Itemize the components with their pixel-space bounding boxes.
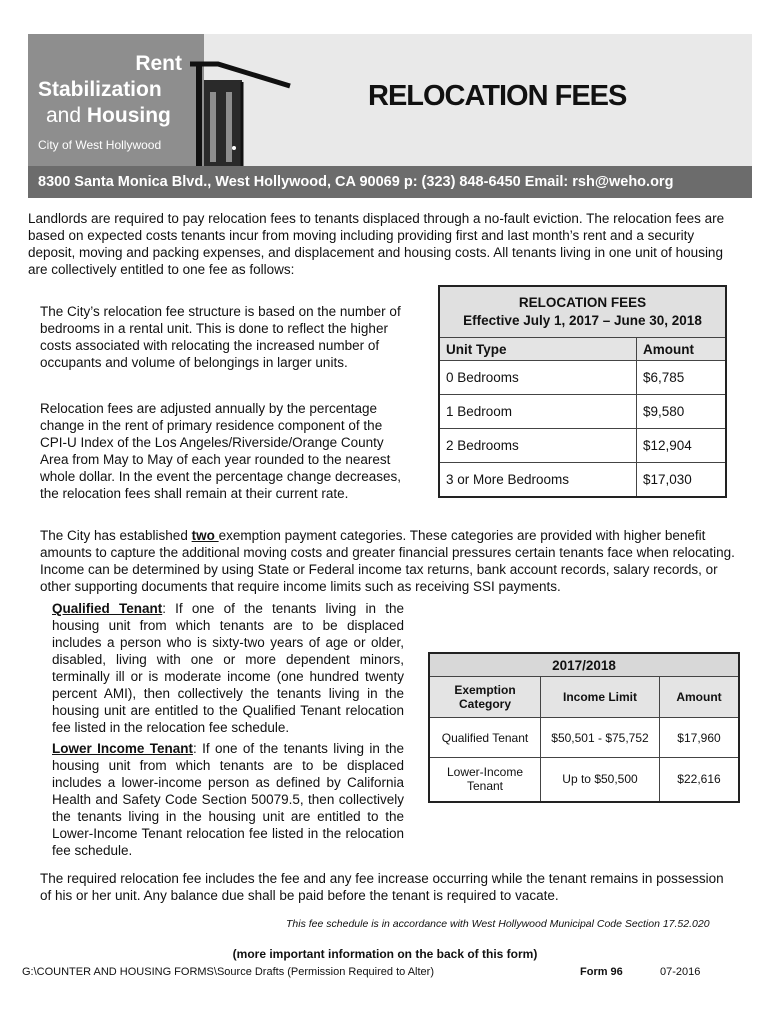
- page-title: RELOCATION FEES: [368, 80, 627, 112]
- exempt-col-amount: Amount: [660, 677, 740, 718]
- form-number: Form 96: [580, 966, 623, 978]
- logo-line1: Rent: [135, 52, 182, 75]
- table-row: [439, 463, 726, 498]
- amount-cell: $17,030: [637, 463, 727, 498]
- exemption-fee-table: [428, 652, 740, 803]
- category-cell: Qualified Tenant: [429, 718, 541, 758]
- logo: [28, 34, 204, 166]
- table-row: [439, 361, 726, 395]
- two-emphasis: two: [191, 528, 219, 543]
- logo-line2: Stabilization: [38, 78, 162, 101]
- fee-table-caption: [439, 286, 726, 338]
- exemption-intro-paragraph: The City has established two exemption payment categories. These categories are provided with higher benefit amounts to capture the additional moving costs and greater financial pressures certain tenants face when relocating. Income can be determined by using State or Federal income tax returns, bank account records, salary records, or other supporting documents that require income limits such as receiving SSI payments.: [40, 528, 735, 594]
- exemption-table-title: 2017/2018: [429, 653, 739, 677]
- unit-type-cell: 1 Bedroom: [439, 395, 637, 429]
- building-logo-icon: [190, 52, 300, 166]
- table-row: [429, 718, 739, 758]
- fee-structure-paragraph: The City’s relocation fee structure is based on the number of bedrooms in a rental unit. This is done to reflect the higher costs associated with relocating the increased number of occupants and volume of belongings in larger units.: [40, 304, 401, 370]
- exempt-col-income-limit: Income Limit: [541, 677, 660, 718]
- qualified-tenant-paragraph: Qualified Tenant: If one of the tenants living in the housing unit from which tenants are to be displaced includes a person who is sixty-two years of age or older, disabled, living with one or more dependent minors, terminally ill or is moderate income (one hundred twenty percent AMI), then collectively the tenants living in the housing unit are entitled to the Qualified Tenant relocation fee listed in the relocation fee schedule.: [52, 601, 404, 735]
- amount-cell: $12,904: [637, 429, 727, 463]
- exempt-col-category: Exemption Category: [429, 677, 541, 718]
- intro-paragraph: Landlords are required to pay relocation fees to tenants displaced through a no-fault eviction. The relocation fees are based on expected costs tenants incur from moving including providing first and last month’s rent and a security deposit, moving and packing expenses, and displacement and housing costs. All tenants living in one unit of housing are collectively entitled to one fee as follows:: [28, 211, 725, 277]
- lower-income-paragraph: Lower Income Tenant: If one of the tenants living in the housing unit from which tenants are to be displaced includes a lower-income person as defined by California Health and Safety Code Section 50079.5, then collectively the tenants living in the housing unit are entitled to the Lower-Income Tenant relocation fee listed in the relocation fee schedule.: [52, 741, 404, 858]
- logo-line4: City of West Hollywood: [38, 138, 162, 152]
- back-note: (more important information on the back of this form): [232, 947, 538, 961]
- unit-type-cell: 3 or More Bedrooms: [439, 463, 637, 498]
- fee-col-unit-type: Unit Type: [439, 338, 637, 361]
- footer-path: G:\COUNTER AND HOUSING FORMS\Source Drafts (Permission Required to Alter): [22, 966, 434, 978]
- unit-type-cell: 2 Bedrooms: [439, 429, 637, 463]
- form-date: 07-2016: [660, 966, 701, 978]
- table-row: [429, 758, 739, 802]
- amount-cell: $9,580: [637, 395, 727, 429]
- table-row: [439, 395, 726, 429]
- fee-table-title: RELOCATION FEES: [518, 295, 647, 310]
- unit-type-cell: 0 Bedrooms: [439, 361, 637, 395]
- fee-col-amount: Amount: [637, 338, 727, 361]
- fee-table-subtitle: Effective July 1, 2017 – June 30, 2018: [463, 313, 702, 328]
- relocation-fee-table: [438, 285, 727, 498]
- income-limit-cell: Up to $50,500: [541, 758, 660, 802]
- table-row: [439, 429, 726, 463]
- category-cell: Lower-Income Tenant: [429, 758, 541, 802]
- qualified-tenant-label: Qualified Tenant: [52, 601, 163, 616]
- lower-income-label: Lower Income Tenant: [52, 741, 193, 756]
- address-bar: 8300 Santa Monica Blvd., West Hollywood, CA 90069 p: (323) 848-6450 Email: rsh@weho.org: [28, 166, 752, 198]
- closing-paragraph: The required relocation fee includes the fee and any fee increase occurring while the tenant remains in possession of his or her unit. Any balance due shall be paid before the tenant is required to vacate.: [40, 871, 724, 903]
- fee-adjustment-paragraph: Relocation fees are adjusted annually by the percentage change in the rent of primary residence component of the CPI-U Index of the Los Angeles/Riverside/Orange County Area from May to May of each year rounded to the nearest whole dollar. In the event the percentage change decreases, the relocation fees shall remain at their current rate.: [40, 401, 401, 501]
- logo-line3: and Housing: [46, 104, 171, 127]
- amount-cell: $22,616: [660, 758, 740, 802]
- amount-cell: $6,785: [637, 361, 727, 395]
- amount-cell: $17,960: [660, 718, 740, 758]
- code-note: This fee schedule is in accordance with West Hollywood Municipal Code Section 17.52.020: [286, 918, 710, 930]
- income-limit-cell: $50,501 - $75,752: [541, 718, 660, 758]
